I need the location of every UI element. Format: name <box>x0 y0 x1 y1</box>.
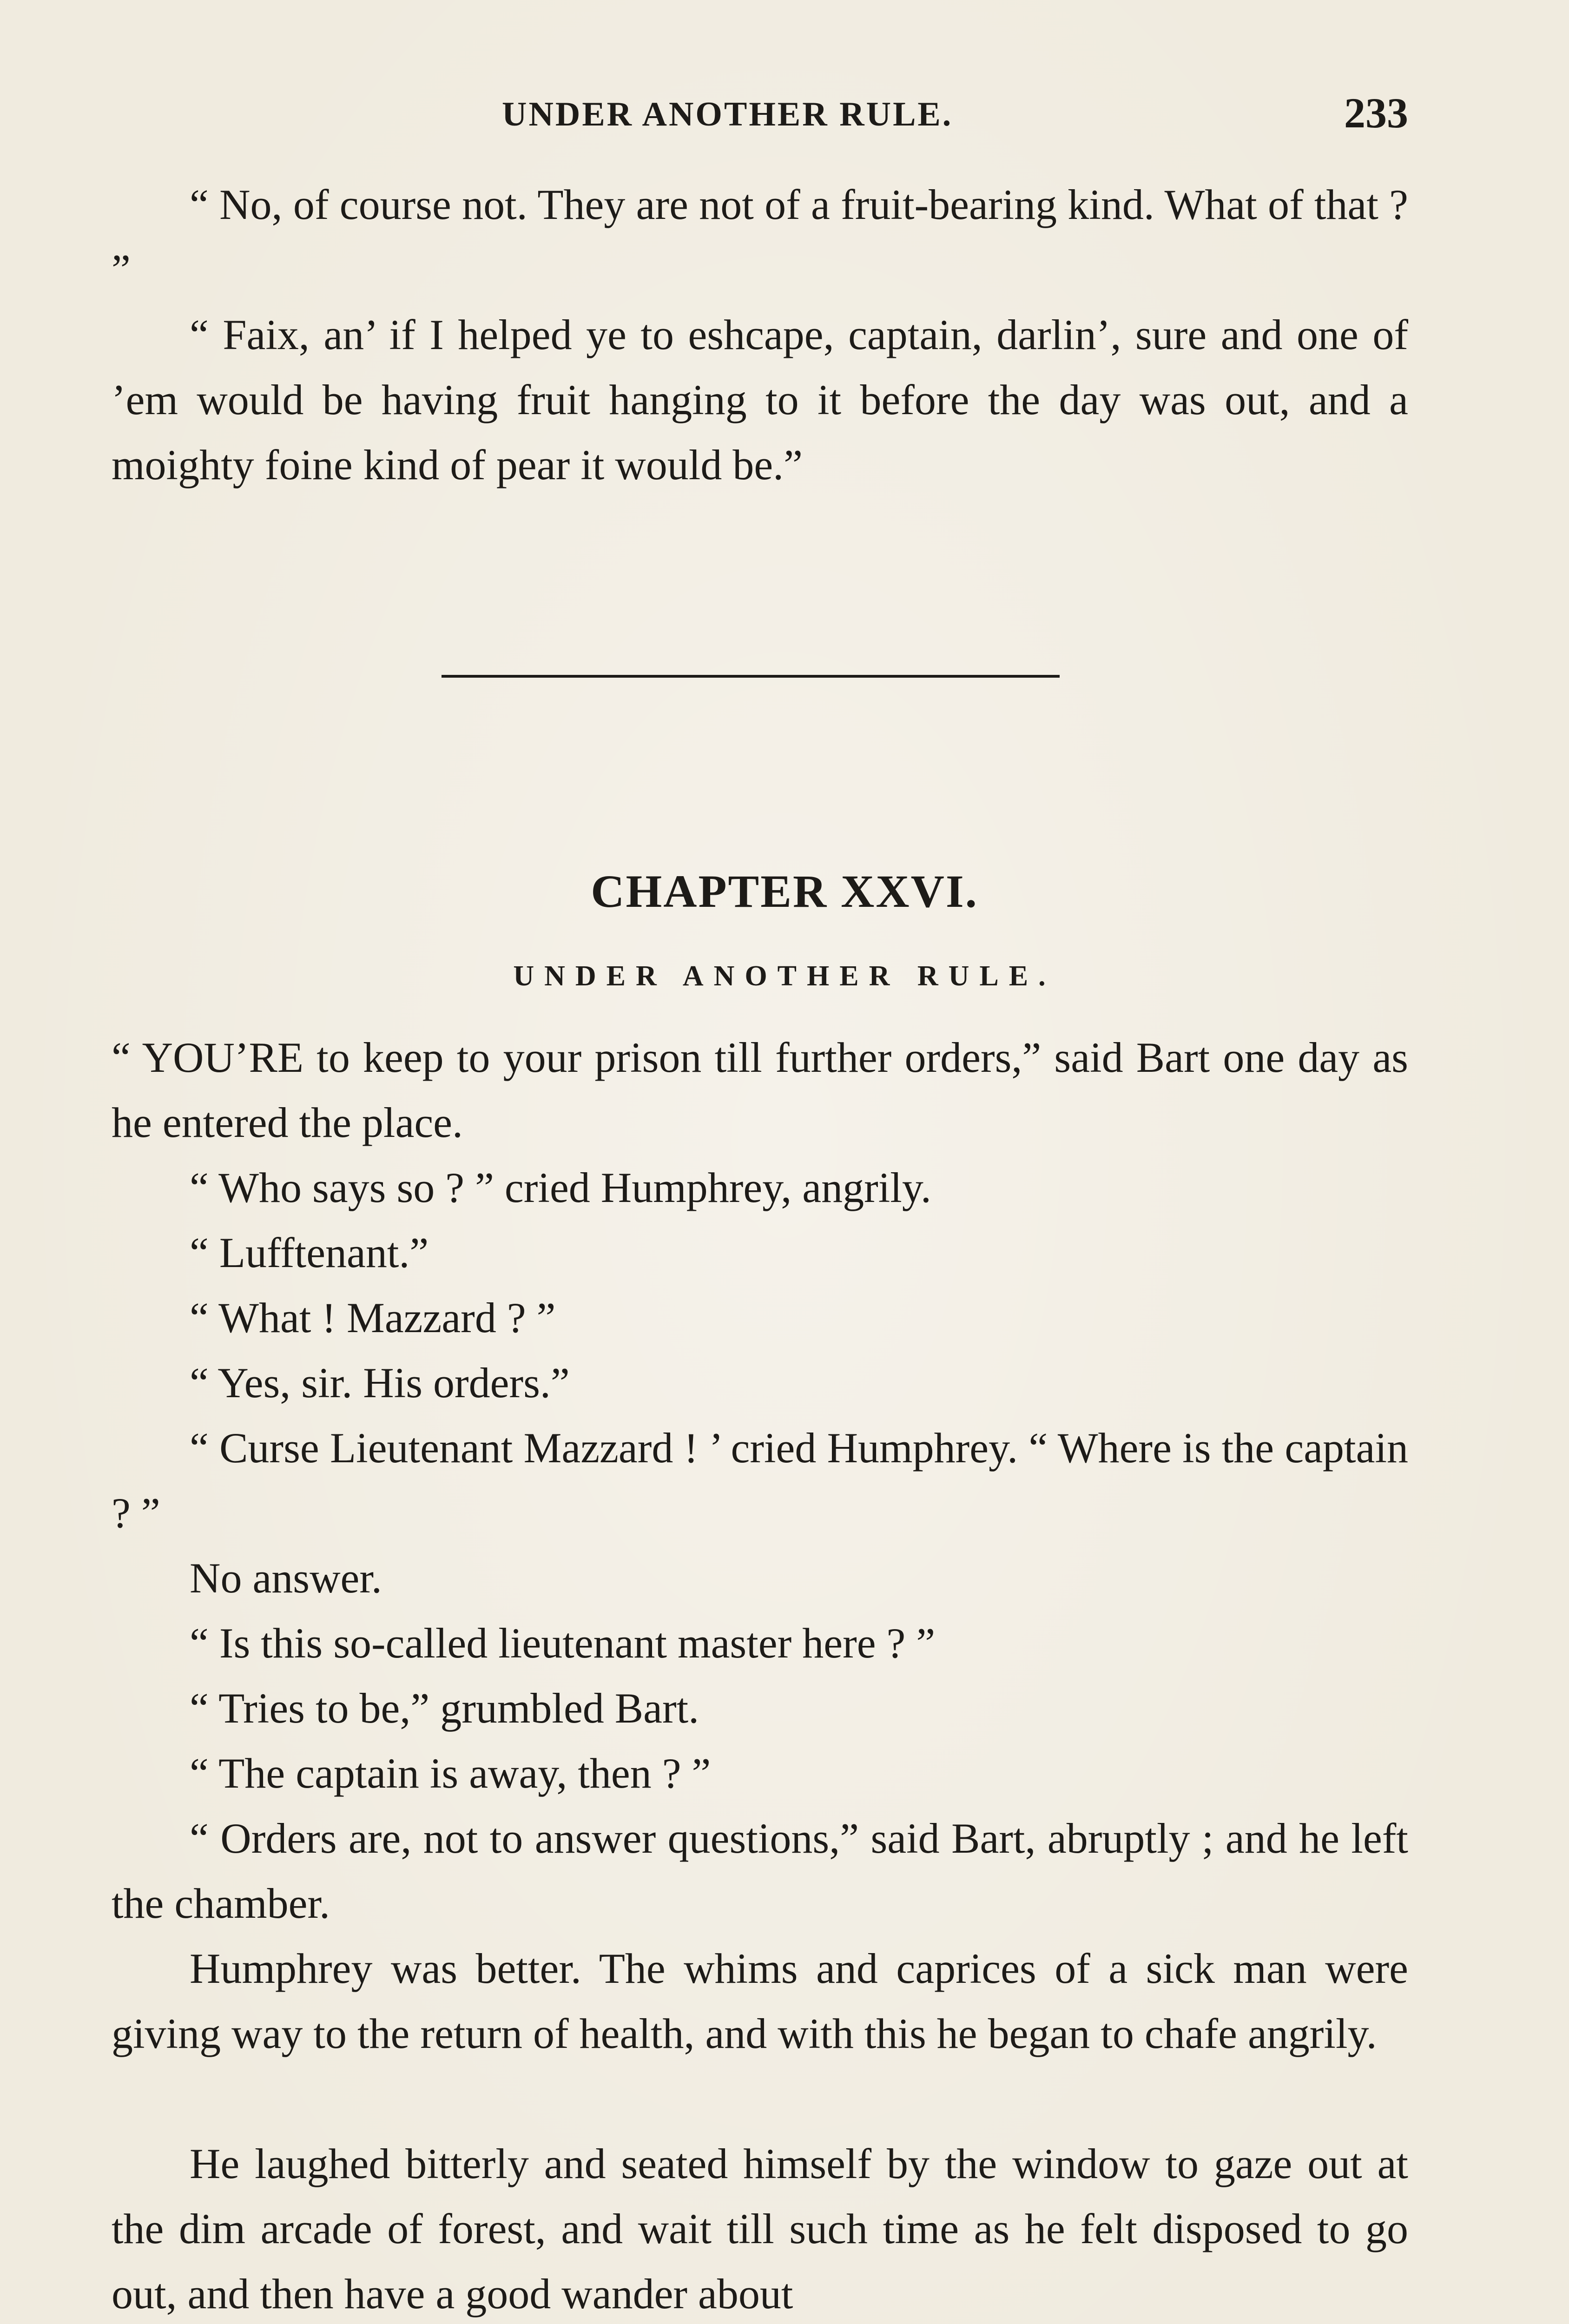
paragraph: “ No, of course not. They are not of a fruit-bearing kind. What of that ? ” <box>112 181 1408 293</box>
paragraph: “ Who says so ? ” cried Humphrey, angrily. <box>190 1164 931 1211</box>
paragraph: “ Yes, sir. His orders.” <box>190 1359 570 1406</box>
paragraph: “ YOU’RE to keep to your prison till further orders,” said Bart one day as he entered the place. <box>112 1034 1408 1146</box>
paragraph: “ Lufftenant.” <box>190 1229 429 1276</box>
paragraph: “ Tries to be,” grumbled Bart. <box>190 1684 699 1732</box>
paragraph: “ What ! Mazzard ? ” <box>190 1294 556 1341</box>
paragraph: No answer. <box>190 1554 382 1602</box>
paragraph: Humphrey was better. The whims and caprices of a sick man were giving way to the return of health, and with this he began to chafe angrily. <box>112 1945 1408 2057</box>
chapter-title: CHAPTER XXVI. <box>591 865 978 917</box>
paragraph: “ Is this so-called lieutenant master here ? ” <box>190 1619 936 1667</box>
paragraph: “ Curse Lieutenant Mazzard ! ’ cried Humphrey. “ Where is the captain ? ” <box>112 1424 1408 1537</box>
paragraph: “ Orders are, not to answer questions,” said Bart, abruptly ; and he left the chamber. <box>112 1815 1408 1927</box>
chapter-subtitle: UNDER ANOTHER RULE. <box>513 960 1056 992</box>
page-header <box>112 88 1408 144</box>
section-divider <box>442 675 1060 678</box>
page-number: 233 <box>1344 89 1408 137</box>
running-head: UNDER ANOTHER RULE. <box>502 95 953 133</box>
paragraph: “ Faix, an’ if I helped ye to eshcape, captain, darlin’, sure and one of ’em would be having fruit hanging to it before the day was out, and a moighty foine kind of pear it would be.” <box>112 311 1408 489</box>
paragraph: “ The captain is away, then ? ” <box>190 1750 711 1797</box>
paragraph: He laughed bitterly and seated himself by the window to gaze out at the dim arcade of forest, and wait till such time as he felt disposed to go out, and then have a good wander about <box>112 2140 1408 2317</box>
